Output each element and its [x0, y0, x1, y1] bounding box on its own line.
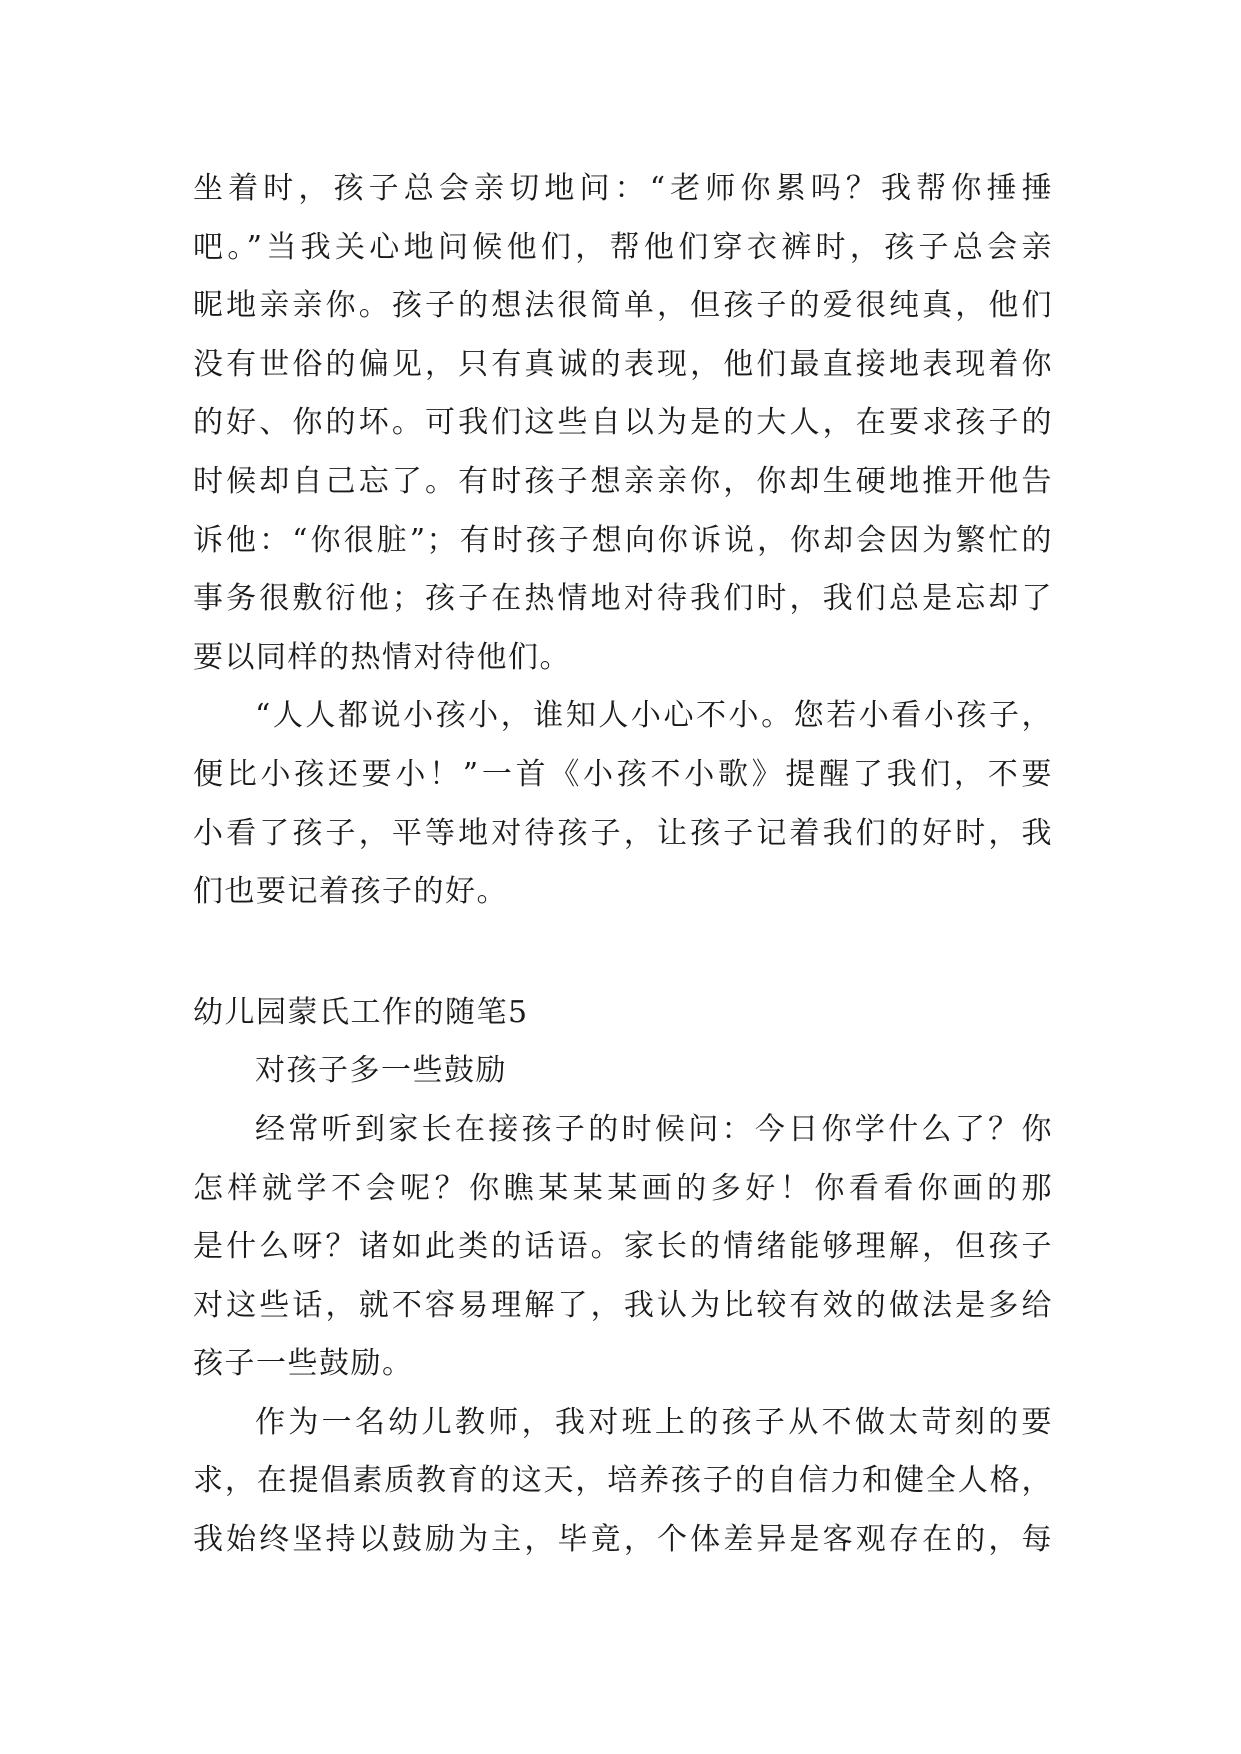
text-line: 的好、你的坏。可我们这些自以为是的大人，在要求孩子的	[193, 405, 1053, 441]
paragraph-3	[193, 1101, 1053, 1394]
text-line: 怎样就学不会呢？你瞧某某某画的多好！你看看你画的那	[193, 1170, 1053, 1206]
text-line: 我始终坚持以鼓励为主，毕竟，个体差异是客观存在的，每	[193, 1522, 1053, 1558]
text-line: 对这些话，就不容易理解了，我认为比较有效的做法是多给	[193, 1287, 1053, 1323]
document-body	[193, 160, 1053, 1570]
section-subtitle: 对孩子多一些鼓励	[255, 1053, 507, 1089]
text-line: 时候却自己忘了。有时孩子想亲亲你，你却生硬地推开他告	[193, 463, 1053, 499]
section-gap	[193, 922, 1053, 984]
paragraph-2	[193, 687, 1053, 921]
text-line: 求，在提倡素质教育的这天，培养孩子的自信力和健全人格，	[193, 1463, 1053, 1499]
text-line: 小看了孩子，平等地对待孩子，让孩子记着我们的好时，我	[193, 815, 1053, 851]
text-line: 要以同样的热情对待他们。	[193, 639, 571, 675]
text-line: 事务很敷衍他；孩子在热情地对待我们时，我们总是忘却了	[193, 581, 1053, 617]
text-line: 便比小孩还要小！”一首《小孩不小歌》提醒了我们，不要	[193, 756, 1053, 792]
text-line: 吧。”当我关心地问候他们，帮他们穿衣裤时，孩子总会亲	[193, 229, 1053, 265]
text-line: 昵地亲亲你。孩子的想法很简单，但孩子的爱很纯真，他们	[193, 288, 1053, 324]
text-line: 作为一名幼儿教师，我对班上的孩子从不做太苛刻的要	[255, 1404, 1053, 1440]
text-line: 诉他：“你很脏”；有时孩子想向你诉说，你却会因为繁忙的	[193, 522, 1053, 558]
text-line: 坐着时，孩子总会亲切地问：“老师你累吗？我帮你捶捶	[193, 171, 1053, 206]
paragraph-1	[193, 160, 1053, 687]
text-line: 经常听到家长在接孩子的时候问：今日你学什么了？你	[255, 1111, 1053, 1147]
section-title: 幼儿园蒙氏工作的随笔5	[193, 994, 529, 1030]
text-line: 没有世俗的偏见，只有真诚的表现，他们最直接地表现着你	[193, 346, 1053, 382]
paragraph-4	[193, 1394, 1053, 1570]
text-line: 孩子一些鼓励。	[193, 1346, 414, 1382]
text-line: 们也要记着孩子的好。	[193, 874, 508, 910]
text-line: 是什么呀？诸如此类的话语。家长的情绪能够理解，但孩子	[193, 1229, 1053, 1265]
text-line: “人人都说小孩小，谁知人小心不小。您若小看小孩子，	[255, 698, 1053, 734]
